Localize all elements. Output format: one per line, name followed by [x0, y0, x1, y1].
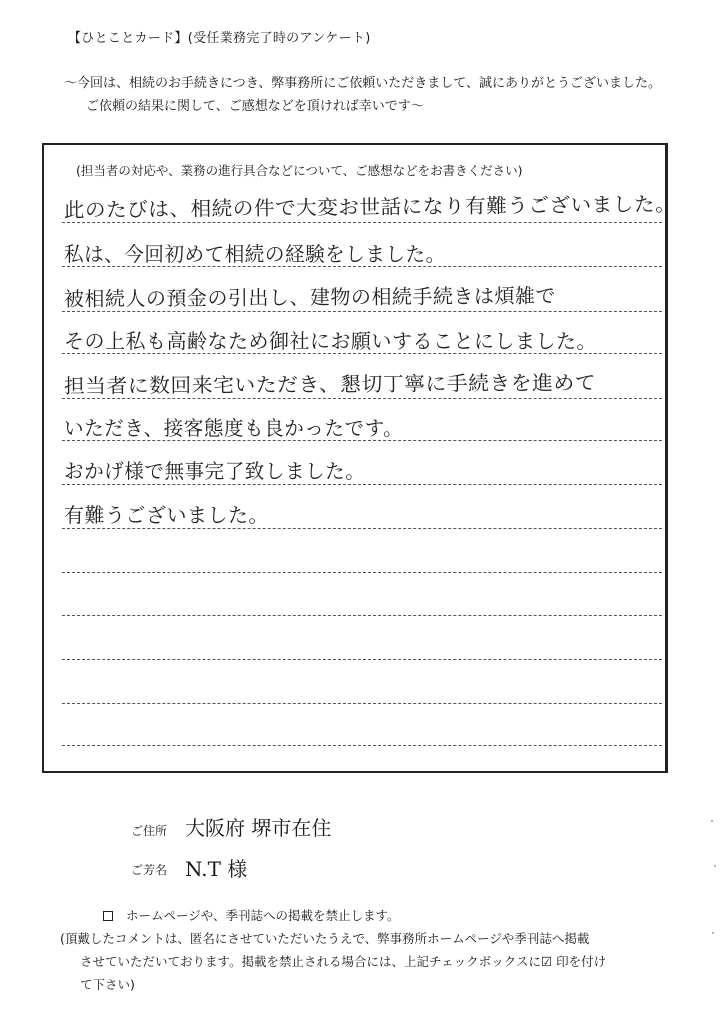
intro-line-2: ご依頼の結果に関して、ご感想などを頂ければ幸いです〜: [86, 99, 424, 114]
handwritten-line-5: 担当者に数回来宅いただき、懇切丁寧に手続きを進めて: [63, 370, 597, 399]
handwritten-line-6: いただき、接客態度も良かったです。: [64, 416, 404, 440]
name-label: ご芳名: [131, 863, 168, 877]
scan-speck: [711, 820, 713, 822]
address-label: ご住所: [131, 824, 168, 838]
no-post-checkbox[interactable]: [103, 911, 113, 921]
comment-prompt: (担当者の対応や、業務の進行具合などについて、ご感想などをお書きください): [76, 163, 523, 178]
ruled-line: [62, 745, 662, 746]
scan-speck: [714, 865, 716, 867]
note-line-2: させていただいております。掲載を禁止される場合には、上記チェックボックスに☑ 印を付け: [80, 954, 607, 969]
note-line-1: (頂戴したコメントは、匿名にさせていただいたうえで、弊事務所ホームページや季刊誌へ掲載: [60, 931, 590, 946]
handwritten-line-1: 此のたびは、相続の件で大変お世話になり有難うございました。: [63, 191, 677, 223]
card-title: 【ひとことカード】(受任業務完了時のアンケート): [68, 31, 371, 46]
ruled-line: [62, 222, 662, 223]
intro-line-1: 〜今回は、相続のお手続きにつき、弊事務所にご依頼いただきまして、誠にありがとうございました。: [64, 76, 661, 91]
handwritten-line-8: 有難うございました。: [64, 503, 269, 527]
ruled-line: [62, 659, 662, 660]
handwritten-line-3: 被相続人の預金の引出し、建物の相続手続きは煩雑で: [63, 283, 556, 312]
handwritten-line-7: おかげ様で無事完了致しました。: [64, 459, 366, 483]
no-post-label: ホームページや、季刊誌への掲載を禁止します。: [126, 908, 400, 923]
ruled-line: [62, 528, 662, 529]
ruled-line: [62, 572, 662, 573]
ruled-line: [62, 615, 662, 616]
scan-speck: [712, 932, 714, 934]
name-value: N.T 様: [185, 857, 248, 881]
handwritten-line-2: 私は、今回初めて相続の経験をしました。: [64, 242, 446, 266]
address-value: 大阪府 堺市在住: [185, 816, 332, 840]
handwritten-line-4: その上私も高齢なため御社にお願いすることにしました。: [64, 329, 597, 353]
ruled-line: [62, 703, 662, 704]
ruled-line: [62, 484, 662, 485]
note-line-3: て下さい): [80, 977, 135, 992]
